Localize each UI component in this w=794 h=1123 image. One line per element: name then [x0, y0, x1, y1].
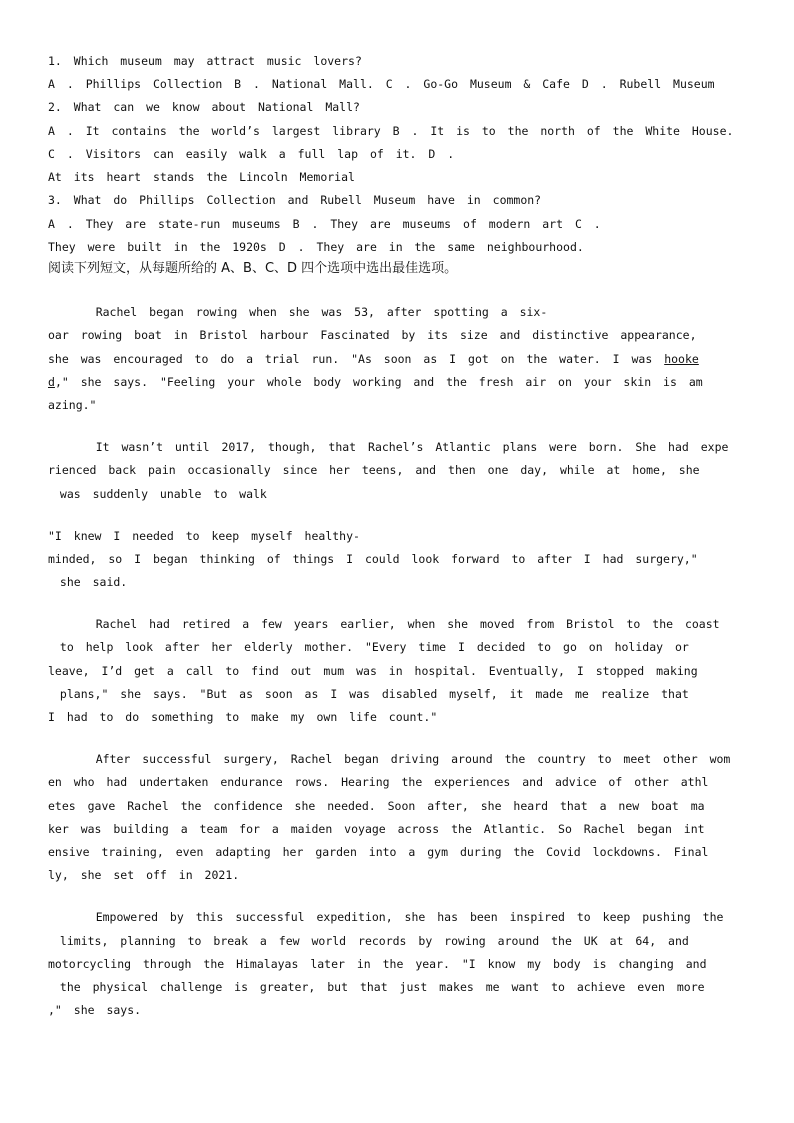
question-3: 3. What do Phillips Collection and Rubell Museum have in common?	[48, 193, 542, 207]
passage-line: ker was building a team for a maiden voyage across the Atlantic. So Rachel began int	[48, 822, 705, 836]
passage-line: limits, planning to break a few world records by rowing around the UK at 64, and	[48, 934, 689, 948]
question-2-options: A . It contains the world’s largest library B . It is to the north of the White House.	[48, 124, 734, 138]
section-instruction: 阅读下列短文，从每题所给的 A、B、C、D 四个选项中选出最佳选项。	[48, 261, 458, 276]
passage-line: minded, so I began thinking of things I could look forward to after I had surgery,"	[48, 552, 698, 566]
passage-line: Rachel had retired a few years earlier, when she moved from Bristol to the coast	[48, 617, 720, 631]
passage-line	[48, 351, 699, 367]
underlined-word: hooke	[664, 352, 699, 366]
passage-line: ly, she set off in 2021.	[48, 868, 240, 882]
question-2-options: At its heart stands the Lincoln Memorial	[48, 170, 355, 184]
passage-line: After successful surgery, Rachel began driving around the country to meet other wom	[48, 752, 731, 766]
passage-line: motorcycling through the Himalayas later in the year. "I know my body is changing and	[48, 957, 707, 971]
question-2: 2. What can we know about National Mall?	[48, 100, 360, 114]
passage-line: she said.	[48, 575, 128, 589]
passage-line: Empowered by this successful expedition, she has been inspired to keep pushing the	[48, 910, 724, 924]
passage-line: ensive training, even adapting her garden into a gym during the Covid lockdowns. Final	[48, 845, 709, 859]
passage-line: etes gave Rachel the confidence she needed. Soon after, she heard that a new boat ma	[48, 799, 705, 813]
passage-line: azing."	[48, 398, 97, 412]
underlined-word: d	[48, 375, 55, 389]
question-1-options: A . Phillips Collection B . National Mall. C . Go-Go Museum & Cafe D . Rubell Museum	[48, 77, 715, 91]
passage-line: oar rowing boat in Bristol harbour Fascinated by its size and distinctive appearance,	[48, 328, 697, 342]
question-1: 1. Which museum may attract music lovers?	[48, 54, 362, 68]
passage-text: she was encouraged to do a trial run. "As soon as I got on the water. I was	[48, 352, 665, 366]
passage-line: en who had undertaken endurance rows. Hearing the experiences and advice of other athl	[48, 775, 709, 789]
question-3-options: They were built in the 1920s D . They are in the same neighbourhood.	[48, 240, 584, 254]
passage-line: Rachel began rowing when she was 53, after spotting a six-	[48, 305, 548, 319]
passage-line: plans," she says. "But as soon as I was disabled myself, it made me realize that	[48, 687, 689, 701]
passage-line: I had to do something to make my own life count."	[48, 710, 438, 724]
passage-line: to help look after her elderly mother. "Every time I decided to go on holiday or	[48, 640, 689, 654]
question-2-options: C . Visitors can easily walk a full lap of it. D .	[48, 147, 455, 161]
passage-text: ," she says. "Feeling your whole body working and the fresh air on your skin is am	[54, 375, 703, 389]
passage-line: It wasn’t until 2017, though, that Rachel’s Atlantic plans were born. She had expe	[48, 440, 729, 454]
passage-line: rienced back pain occasionally since her teens, and then one day, while at home, she	[48, 463, 700, 477]
passage-line	[48, 374, 703, 390]
passage-line: "I knew I needed to keep myself healthy-	[48, 529, 360, 543]
passage-line: the physical challenge is greater, but that just makes me want to achieve even more	[48, 980, 705, 994]
passage-line: ," she says.	[48, 1003, 142, 1017]
question-3-options: A . They are state-run museums B . They are museums of modern art C .	[48, 217, 601, 231]
passage-line: leave, I’d get a call to find out mum was in hospital. Eventually, I stopped making	[48, 664, 698, 678]
passage-line: was suddenly unable to walk	[48, 487, 267, 501]
